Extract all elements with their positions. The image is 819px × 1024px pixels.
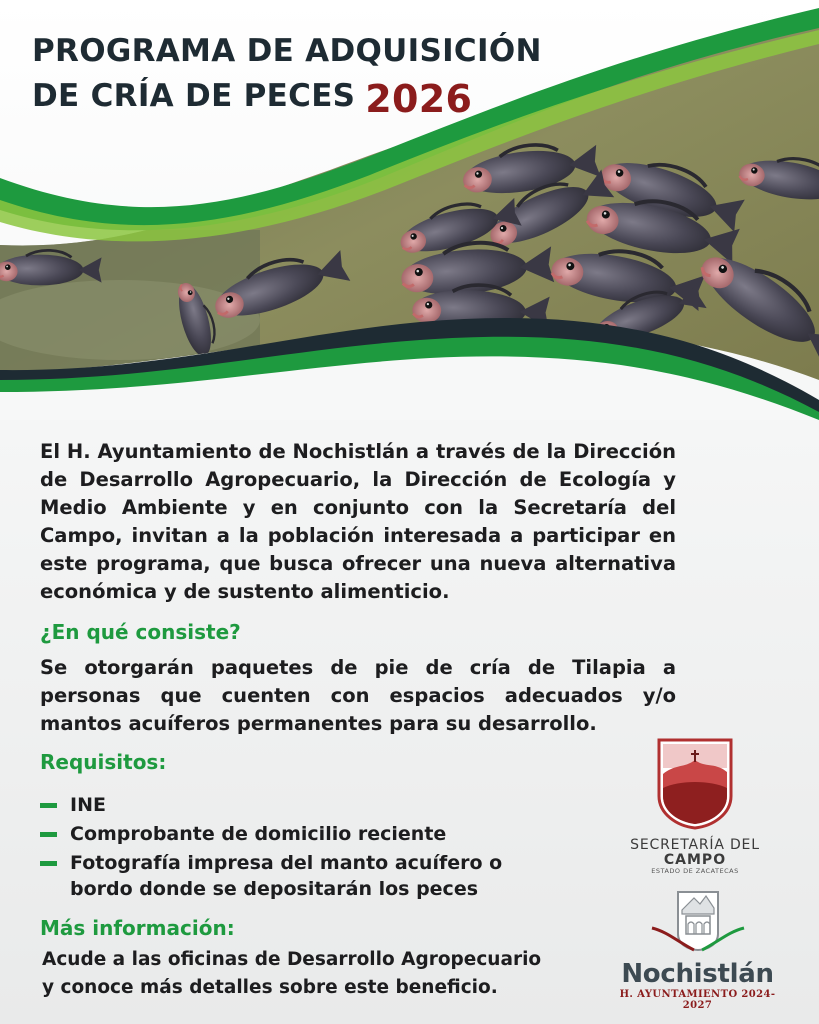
requisito-text: Comprobante de domicilio reciente xyxy=(70,823,447,845)
requisitos-heading: Requisitos: xyxy=(40,750,167,774)
list-item xyxy=(40,821,560,847)
mas-info-heading: Más información: xyxy=(40,916,235,940)
intro-paragraph: El H. Ayuntamiento de Nochistlán a través de la Dirección de Desarrollo Agropecuario, la Dirección de Ecología y Medio Ambiente y en conjunto con la Secretaría del Campo, invitan a la población interesada a participar en este programa, que busca ofrecer una nueva alternativa económica y de sustento alimenticio. xyxy=(40,440,676,603)
nochistlan-logo xyxy=(610,888,785,1011)
title-year: 2026 xyxy=(365,77,473,121)
mas-info-text: Acude a las oficinas de Desarrollo Agropecuario y conoce más detalles sobre este beneficio. xyxy=(42,949,542,998)
consiste-paragraph: Se otorgarán paquetes de pie de cría de Tilapia a personas que cuenten con espacios adecuados y/o mantos acuíferos permanentes para su desarrollo. xyxy=(40,656,676,735)
list-item xyxy=(40,850,560,902)
requisito-text: INE xyxy=(70,794,106,816)
nochistlan-sub: H. AYUNTAMIENTO 2024-2027 xyxy=(619,989,776,1011)
list-item xyxy=(40,792,560,818)
requisitos-list xyxy=(40,792,560,905)
dash-bullet-icon xyxy=(40,832,57,837)
nochistlan-name: Nochistlán xyxy=(621,959,774,989)
secretaria-name: SECRETARÍA DEL xyxy=(630,837,760,853)
title-line-2: DE CRÍA DE PECES xyxy=(32,78,356,114)
page-title xyxy=(32,30,542,121)
requisito-text: Fotografía impresa del manto acuífero o bordo donde se depositarán los peces xyxy=(70,852,503,900)
campo-shield-icon xyxy=(655,738,735,830)
dash-bullet-icon xyxy=(40,803,57,808)
secretaria-campo: CAMPO xyxy=(663,852,727,868)
title-line-1: PROGRAMA DE ADQUISICIÓN xyxy=(32,33,542,69)
nochistlan-emblem-icon xyxy=(648,888,748,952)
secretaria-campo-logo xyxy=(620,738,770,875)
secretaria-state: ESTADO DE ZACATECAS xyxy=(651,867,739,875)
dash-bullet-icon xyxy=(40,861,57,866)
consiste-heading: ¿En qué consiste? xyxy=(40,620,241,644)
